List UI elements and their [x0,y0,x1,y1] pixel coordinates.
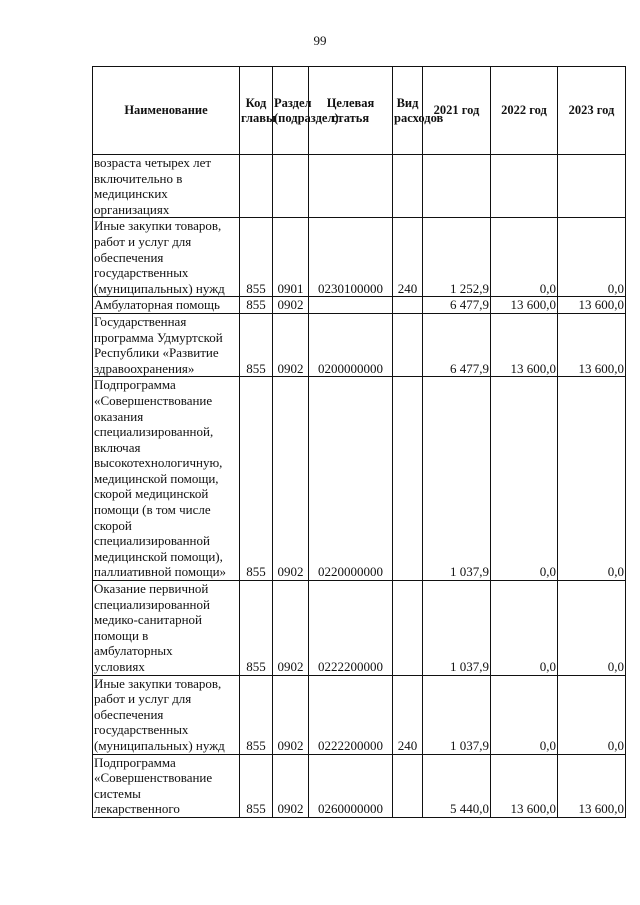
cell-expense [393,155,423,218]
cell-y2023 [558,155,626,218]
cell-y2022: 13 600,0 [491,297,558,314]
header-2022: 2022 год [491,67,558,155]
cell-y2023: 13 600,0 [558,297,626,314]
header-expense: Вид расходов [393,67,423,155]
table-row [93,297,626,314]
cell-y2021: 1 037,9 [423,675,491,754]
cell-code: 855 [240,218,273,297]
cell-y2023: 0,0 [558,218,626,297]
cell-name: Подпрограмма «Совершенствование системы лекарственного [93,754,240,817]
cell-expense [393,313,423,376]
cell-target: 0222200000 [309,675,393,754]
cell-section: 0902 [273,297,309,314]
cell-code [240,155,273,218]
cell-y2023: 13 600,0 [558,754,626,817]
budget-table [92,66,626,818]
header-2021: 2021 год [423,67,491,155]
cell-section: 0902 [273,313,309,376]
table-row [93,155,626,218]
cell-target: 0200000000 [309,313,393,376]
cell-y2022: 0,0 [491,218,558,297]
cell-y2021: 1 252,9 [423,218,491,297]
header-2023: 2023 год [558,67,626,155]
header-section: Раздел (подраздел) [273,67,309,155]
cell-y2022: 0,0 [491,377,558,581]
cell-name: возраста четырех лет включительно в медицинских организациях [93,155,240,218]
header-target: Целевая статья [309,67,393,155]
page-number: 99 [313,33,327,48]
table-row [93,377,626,581]
table-header-row [93,67,626,155]
table-row [93,675,626,754]
cell-code: 855 [240,675,273,754]
cell-expense: 240 [393,218,423,297]
cell-target: 0230100000 [309,218,393,297]
cell-y2021: 6 477,9 [423,313,491,376]
table-row [93,313,626,376]
table-row [93,754,626,817]
cell-section: 0902 [273,377,309,581]
cell-name: Государственная программа Удмуртской Республики «Развитие здравоохранения» [93,313,240,376]
table-body [93,155,626,818]
cell-code: 855 [240,581,273,676]
cell-y2023: 13 600,0 [558,313,626,376]
cell-y2021: 5 440,0 [423,754,491,817]
cell-code: 855 [240,754,273,817]
cell-y2022 [491,155,558,218]
cell-y2022: 0,0 [491,581,558,676]
cell-target [309,297,393,314]
cell-name: Подпрограмма «Совершенствование оказания специализированной, включая высокотехнологичную, медицинской помощи, скорой медицинской помощи (в том числе скорой специализированной медицинской помощи), паллиативной помощи» [93,377,240,581]
cell-y2021 [423,155,491,218]
cell-y2021: 1 037,9 [423,377,491,581]
cell-code: 855 [240,377,273,581]
cell-target: 0222200000 [309,581,393,676]
cell-y2023: 0,0 [558,377,626,581]
cell-section: 0902 [273,581,309,676]
header-code: Код главы [240,67,273,155]
table-row [93,581,626,676]
cell-target: 0220000000 [309,377,393,581]
cell-code: 855 [240,297,273,314]
cell-y2022: 0,0 [491,675,558,754]
cell-y2021: 1 037,9 [423,581,491,676]
cell-name: Амбулаторная помощь [93,297,240,314]
cell-target [309,155,393,218]
cell-y2022: 13 600,0 [491,754,558,817]
cell-section: 0902 [273,675,309,754]
cell-y2023: 0,0 [558,675,626,754]
cell-name: Иные закупки товаров, работ и услуг для обеспечения государственных (муниципальных) нужд [93,218,240,297]
cell-y2023: 0,0 [558,581,626,676]
cell-expense [393,377,423,581]
cell-section: 0902 [273,754,309,817]
cell-name: Иные закупки товаров, работ и услуг для обеспечения государственных (муниципальных) нужд [93,675,240,754]
cell-expense [393,297,423,314]
cell-y2022: 13 600,0 [491,313,558,376]
cell-section: 0901 [273,218,309,297]
cell-expense: 240 [393,675,423,754]
cell-section [273,155,309,218]
table-row [93,218,626,297]
cell-expense [393,754,423,817]
cell-code: 855 [240,313,273,376]
cell-target: 0260000000 [309,754,393,817]
header-name: Наименование [93,67,240,155]
cell-expense [393,581,423,676]
cell-y2021: 6 477,9 [423,297,491,314]
cell-name: Оказание первичной специализированной медико-санитарной помощи в амбулаторных условиях [93,581,240,676]
